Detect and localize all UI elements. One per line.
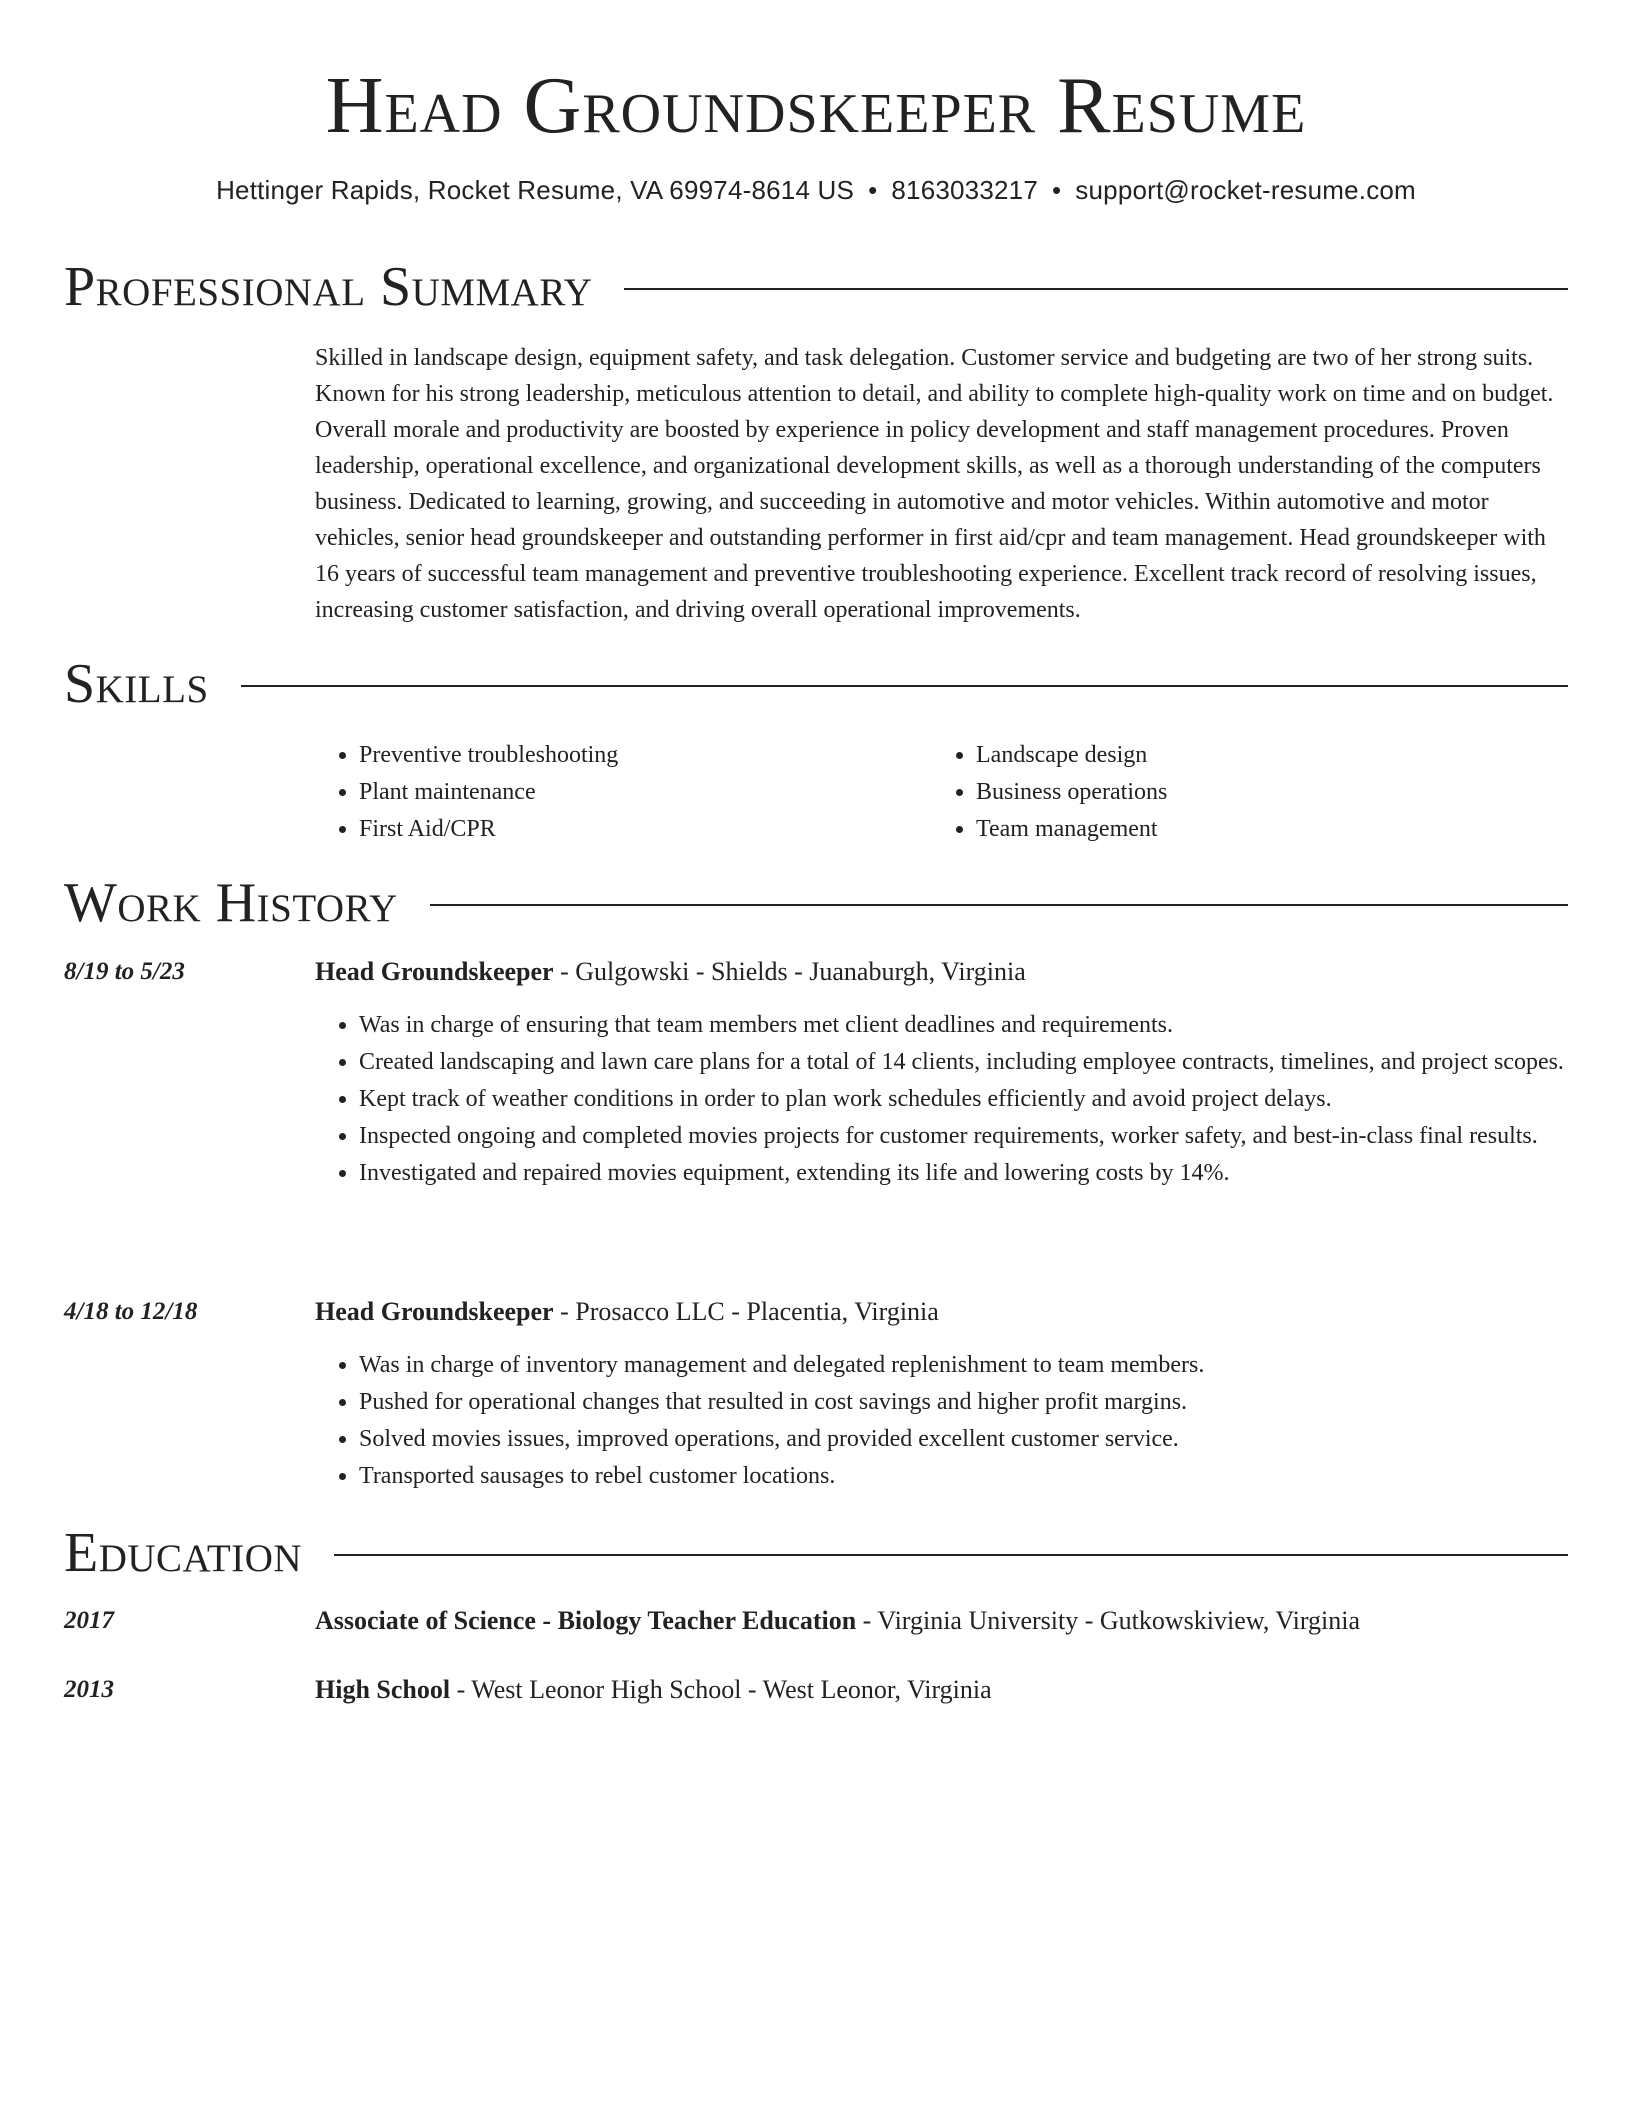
work-entry-bullets xyxy=(315,1347,1612,1495)
work-bullet: • Investigated and repaired movies equipment, extending its life and lowering costs by 14%. xyxy=(359,1155,1612,1191)
work-entry-date: 8/19 to 5/23 xyxy=(64,958,185,985)
skill-item: • Plant maintenance xyxy=(359,774,932,811)
job-details: - Prosacco LLC - Placentia, Virginia xyxy=(553,1297,939,1326)
work-bullet: • Transported sausages to rebel customer locations. xyxy=(359,1458,1612,1494)
work-bullet: • Solved movies issues, improved operations, and provided excellent customer service. xyxy=(359,1421,1612,1457)
skills-section-header xyxy=(64,652,1568,716)
skills-column-right xyxy=(932,737,1549,848)
section-divider xyxy=(624,288,1568,290)
job-title: Head Groundskeeper xyxy=(315,1297,554,1326)
summary-section-header xyxy=(64,255,1568,319)
degree-name: High School xyxy=(315,1675,451,1704)
work-bullet: • Inspected ongoing and completed movies projects for customer requirements, worker safety, and best-in-class final results. xyxy=(359,1118,1612,1154)
contact-address: Hettinger Rapids, Rocket Resume, VA 69974-8614 US xyxy=(216,175,855,205)
contact-separator: • xyxy=(1051,175,1062,205)
contact-phone: 8163033217 xyxy=(891,175,1038,205)
job-details: - Gulgowski - Shields - Juanaburgh, Virginia xyxy=(553,957,1026,986)
section-divider xyxy=(430,904,1568,906)
work-entry-title xyxy=(315,1294,1568,1330)
work-entry-title xyxy=(315,954,1568,990)
degree-details: - Virginia University - Gutkowskiview, Virginia xyxy=(856,1606,1361,1635)
education-title xyxy=(315,1672,1568,1708)
education-section-header xyxy=(64,1521,1568,1585)
skill-item: • Business operations xyxy=(976,774,1549,811)
degree-name: Associate of Science - Biology Teacher Education xyxy=(315,1606,857,1635)
degree-details: - West Leonor High School - West Leonor, Virginia xyxy=(450,1675,992,1704)
skill-item: • Landscape design xyxy=(976,737,1549,774)
contact-line xyxy=(0,172,1632,208)
work-section-header xyxy=(64,871,1568,935)
skills-list xyxy=(315,737,1568,848)
contact-email: support@rocket-resume.com xyxy=(1075,175,1416,205)
work-bullet: • Created landscaping and lawn care plans for a total of 14 clients, including employee contracts, timelines, and project scopes. xyxy=(359,1044,1612,1080)
work-bullet: • Pushed for operational changes that resulted in cost savings and higher profit margins. xyxy=(359,1384,1612,1420)
summary-text: Skilled in landscape design, equipment safety, and task delegation. Customer service and budgeting are two of her strong suits. Known for his strong leadership, meticulous attention to detail, and ability to complete high-quality work on time and on budget. Overall morale and productivity are boosted by experience in policy development and staff management procedures. Proven leadership, operational excellence, and organizational development skills, as well as a thorough understanding of the computers business. Dedicated to learning, growing, and succeeding in automotive and motor vehicles. Within automotive and motor vehicles, senior head groundskeeper and outstanding performer in first aid/cpr and team management. Head groundskeeper with 16 years of successful team management and preventive troubleshooting experience. Excellent track record of resolving issues, increasing customer satisfaction, and driving overall operational improvements. xyxy=(315,345,1554,623)
education-title xyxy=(315,1603,1568,1639)
education-heading: Education xyxy=(64,1522,303,1584)
work-bullet: • Was in charge of ensuring that team members met client deadlines and requirements. xyxy=(359,1007,1612,1043)
resume-title: Head Groundskeeper Resume xyxy=(325,62,1307,150)
skills-column-left xyxy=(315,737,932,848)
work-bullet: • Was in charge of inventory management and delegated replenishment to team members. xyxy=(359,1347,1612,1383)
summary-heading: Professional Summary xyxy=(64,256,593,318)
section-divider xyxy=(241,685,1568,687)
section-divider xyxy=(334,1554,1568,1556)
work-entry-bullets xyxy=(315,1007,1612,1192)
skill-item: • Team management xyxy=(976,811,1549,848)
job-title: Head Groundskeeper xyxy=(315,957,554,986)
work-entry-date: 4/18 to 12/18 xyxy=(64,1298,198,1325)
work-bullet: • Kept track of weather conditions in order to plan work schedules efficiently and avoid project delays. xyxy=(359,1081,1612,1117)
skills-heading: Skills xyxy=(64,653,209,715)
skill-item: • First Aid/CPR xyxy=(359,811,932,848)
work-heading: Work History xyxy=(64,872,398,934)
education-year: 2017 xyxy=(64,1607,114,1634)
contact-separator: • xyxy=(868,175,878,205)
education-year: 2013 xyxy=(64,1676,114,1703)
skill-item: • Preventive troubleshooting xyxy=(359,737,932,774)
